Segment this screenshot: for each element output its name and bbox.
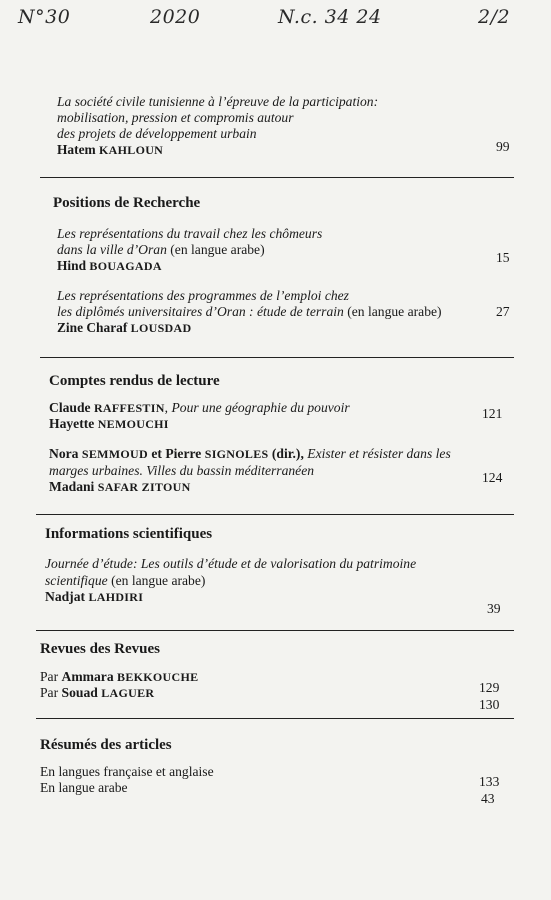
handwritten-call-number: N.c. 34 24 — [278, 6, 382, 28]
handwritten-issue-number: N°30 — [18, 6, 71, 28]
page-number: 99 — [496, 139, 510, 154]
revue-line: Par Ammara BEKKOUCHE — [40, 669, 199, 684]
review-line: Claude RAFFESTIN, Pour une géographie du pouvoir — [49, 400, 350, 415]
page-number: 133 — [479, 774, 500, 789]
info-line: scientifique (en langue arabe) — [45, 573, 206, 588]
handwritten-year: 2020 — [150, 6, 201, 28]
section-divider — [36, 630, 514, 631]
entry-title-line: mobilisation, pression et compromis autour — [57, 110, 294, 125]
page-number: 129 — [479, 680, 500, 695]
entry-title-line: des projets de développement urbain — [57, 126, 257, 141]
handwritten-page-mark: 2/2 — [478, 6, 511, 28]
revue-line: Par Souad LAGUER — [40, 685, 155, 700]
section-divider — [40, 357, 514, 358]
reviewer-line: Hayette NEMOUCHI — [49, 416, 169, 431]
page-number: 43 — [481, 791, 495, 806]
entry-title-line: La société civile tunisienne à l’épreuve de la participation: — [57, 94, 379, 109]
info-line: Journée d’étude: Les outils d’étude et de valorisation du patrimoine — [45, 556, 417, 571]
page-number: 121 — [482, 406, 503, 421]
resume-line: En langue arabe — [40, 780, 128, 795]
review-line: marges urbaines. Villes du bassin méditerranéen — [49, 463, 315, 478]
section-heading-comptes-rendus: Comptes rendus de lecture — [49, 373, 220, 389]
section-divider — [36, 718, 514, 719]
toc-entry-kahloun — [57, 94, 517, 158]
author-line: Nadjat LAHDIRI — [45, 589, 144, 604]
page-number: 124 — [482, 470, 503, 485]
reviewer-line: Madani SAFAR ZITOUN — [49, 479, 191, 494]
review-line: Nora SEMMOUD et Pierre SIGNOLES (dir.), Exister et résister dans les — [49, 446, 451, 461]
page-number: 130 — [479, 697, 500, 712]
section-divider — [40, 177, 514, 178]
toc-entry-bouagada: Les représentations du travail chez les chômeurs dans la ville d’Oran (en langue arabe) Hind BOUAGADA — [57, 226, 323, 273]
section-heading-resumes: Résumés des articles — [40, 737, 172, 753]
page-number: 39 — [487, 601, 501, 616]
resume-line: En langues française et anglaise — [40, 764, 214, 779]
section-heading-positions: Positions de Recherche — [53, 195, 201, 211]
page-number: 27 — [496, 304, 510, 319]
toc-entry-lousdad: Les représentations des programmes de l’emploi chez les diplômés universitaires d’Oran : étude de terrain (en langue arabe) Zine Charaf LOUSDAD — [57, 288, 442, 335]
section-divider — [36, 514, 514, 515]
page-number: 15 — [496, 250, 510, 265]
section-heading-informations: Informations scientifiques — [45, 526, 213, 542]
entry-author: Hatem KAHLOUN — [57, 142, 164, 157]
section-heading-revues: Revues des Revues — [40, 641, 160, 657]
